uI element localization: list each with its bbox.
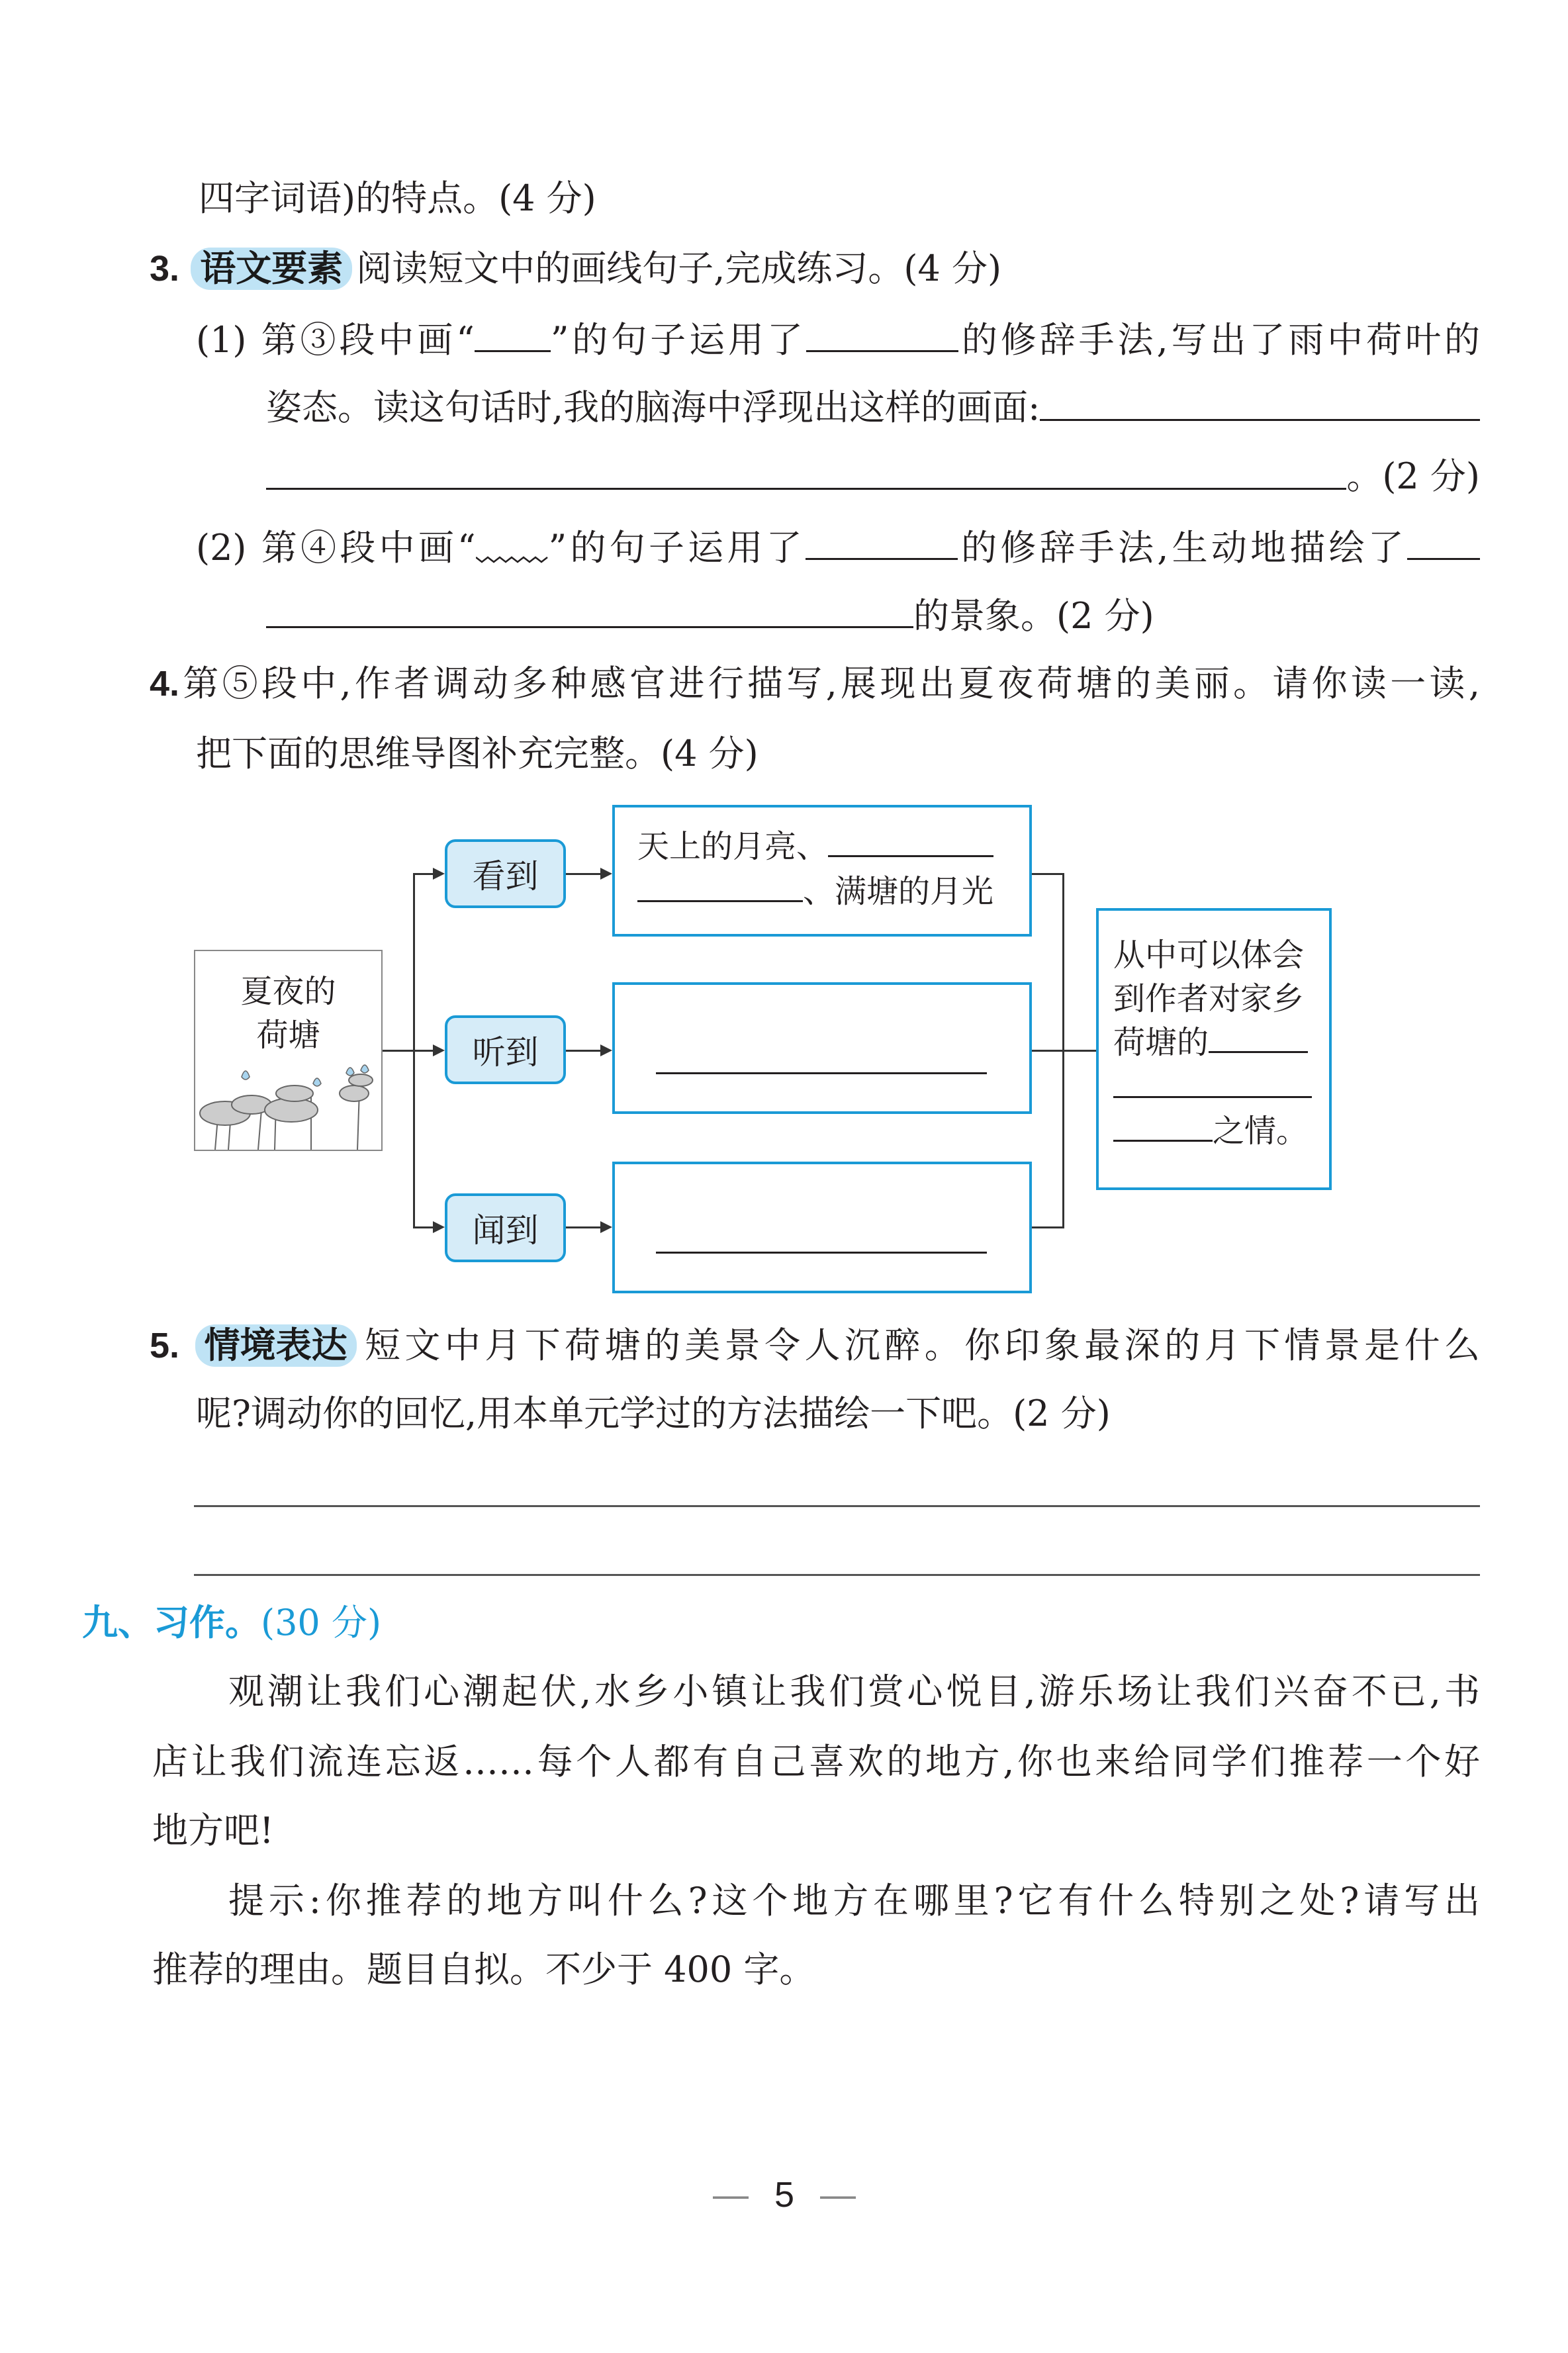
connector — [413, 1226, 433, 1228]
arrow-icon — [433, 1221, 445, 1233]
q3-sub2-line2 — [266, 592, 1154, 638]
sub2-label: (2) — [196, 527, 247, 569]
q3-badge: 语文要素 — [191, 248, 352, 290]
q3-number: 3. — [150, 249, 180, 289]
conclusion-box — [1096, 908, 1332, 1190]
sub2-score: 的景象。(2 分) — [913, 595, 1154, 637]
q3-prompt: 阅读短文中的画线句子,完成练习。(4 分) — [356, 248, 1002, 289]
answer-line-2[interactable] — [194, 1574, 1480, 1576]
q5-line2: 呢?调动你的回忆,用本单元学过的方法描绘一下吧。(2 分) — [196, 1393, 1111, 1434]
connector — [1032, 873, 1064, 875]
see-blank-2[interactable] — [637, 871, 803, 902]
feeling-blank-2[interactable] — [1113, 1067, 1312, 1098]
see-blank-1[interactable] — [828, 826, 993, 857]
q5-line1 — [150, 1322, 1480, 1369]
sub1-text-c: 的修辞手法,写出了雨中荷叶的 — [958, 319, 1481, 361]
connector — [566, 1050, 600, 1052]
para1-line3: 地方吧! — [152, 1810, 274, 1851]
sense-smell: 闻到 — [445, 1193, 566, 1262]
root-text-1: 夏夜的 — [240, 973, 336, 1010]
arrow-icon — [600, 1044, 612, 1056]
image-description-blank[interactable] — [1040, 385, 1480, 421]
arrow-icon — [600, 868, 612, 880]
see-text-1: 天上的月亮、 — [637, 828, 829, 865]
arrow-icon — [433, 868, 445, 880]
dash-icon: — — [820, 2175, 856, 2215]
arrow-icon — [433, 1044, 445, 1056]
q5-text: 短文中月下荷塘的美景令人沉醉。你印象最深的月下情景是什么 — [360, 1324, 1480, 1366]
smell-blank[interactable] — [656, 1217, 987, 1254]
see-line2 — [637, 870, 993, 913]
section9-heading — [82, 1600, 381, 1646]
lotus-illustration-icon — [195, 1064, 381, 1150]
connector — [566, 1226, 600, 1228]
smell-box — [612, 1162, 1032, 1293]
page-number-footer — [708, 2172, 860, 2218]
underline-type-blank[interactable] — [475, 316, 551, 352]
conclusion-text-3: 荷塘的 — [1113, 1024, 1209, 1061]
see-box — [612, 805, 1032, 937]
sense-see: 看到 — [445, 839, 566, 908]
see-text-2: 、满塘的月光 — [803, 873, 994, 910]
conclusion-text-1: 从中可以体会 — [1113, 937, 1305, 974]
q3-sub2-line1 — [196, 524, 1480, 570]
root-text-2: 荷塘 — [256, 1017, 320, 1054]
see-line1 — [637, 825, 993, 868]
rhetoric-blank[interactable] — [806, 316, 958, 352]
wavy-underline-icon — [476, 526, 549, 560]
connector — [383, 1050, 414, 1052]
q5-number: 5. — [150, 1326, 180, 1365]
section9-score: (30 分) — [261, 1602, 382, 1643]
q4-line2: 把下面的思维导图补充完整。(4 分) — [196, 733, 759, 774]
para2-line2: 推荐的理由。题目自拟。不少于 400 字。 — [152, 1949, 815, 1990]
q2-tail: 四字词语)的特点。(4 分) — [199, 177, 596, 219]
connector — [413, 1050, 433, 1052]
section9-title: 九、习作。 — [82, 1602, 261, 1643]
sub2-text-a: 第④段中画“ — [261, 527, 476, 569]
connector — [1062, 873, 1064, 1228]
q3-sub1-line3 — [266, 453, 1480, 500]
sense-hear: 听到 — [445, 1015, 566, 1084]
sub1-text-b: ”的句子运用了 — [550, 319, 806, 361]
arrow-icon — [600, 1221, 612, 1233]
answer-line-1[interactable] — [194, 1505, 1480, 1507]
sub2-text-b: ”的句子运用了 — [548, 527, 806, 569]
scene-blank-2[interactable] — [266, 592, 913, 628]
hear-blank[interactable] — [656, 1038, 987, 1074]
sub1-label: (1) — [196, 319, 247, 361]
q3-header — [150, 246, 1001, 292]
feeling-blank-3[interactable] — [1113, 1111, 1213, 1142]
para1-line1: 观潮让我们心潮起伏,水乡小镇让我们赏心悦目,游乐场让我们兴奋不已,书 — [228, 1671, 1480, 1712]
q3-sub1-line2 — [266, 385, 1480, 431]
scene-blank[interactable] — [1407, 524, 1480, 560]
image-description-blank-2[interactable] — [266, 453, 1346, 490]
conclusion-line5 — [1113, 1109, 1308, 1153]
sub1-score: 。(2 分) — [1346, 455, 1480, 497]
root-node — [194, 950, 383, 1151]
connector — [1032, 1226, 1064, 1228]
conclusion-line3 — [1113, 1021, 1308, 1064]
q4-number: 4. — [150, 664, 180, 704]
para2-line1: 提示:你推荐的地方叫什么?这个地方在哪里?它有什么特别之处?请写出 — [228, 1880, 1480, 1921]
connector — [413, 873, 433, 875]
hear-box — [612, 982, 1032, 1114]
sub2-text-c: 的修辞手法,生动地描绘了 — [957, 527, 1408, 569]
sub1-text-a: 第③段中画“ — [261, 319, 475, 361]
feeling-blank-1[interactable] — [1209, 1022, 1308, 1053]
dash-icon: — — [712, 2175, 749, 2215]
q5-badge: 情境表达 — [195, 1324, 357, 1367]
conclusion-text-5: 之情。 — [1213, 1113, 1309, 1150]
rhetoric-blank-2[interactable] — [806, 524, 958, 560]
sub1-line2-text: 姿态。读这句话时,我的脑海中浮现出这样的画面: — [266, 387, 1040, 428]
connector — [566, 873, 600, 875]
page-number: 5 — [774, 2175, 795, 2215]
q4-line1 — [150, 661, 1480, 707]
q3-sub1-line1 — [196, 316, 1480, 362]
q4-text: 第⑤段中,作者调动多种感官进行描写,展现出夏夜荷塘的美丽。请你读一读, — [179, 663, 1480, 704]
conclusion-text-2: 到作者对家乡 — [1113, 980, 1305, 1017]
para1-line2: 店让我们流连忘返……每个人都有自己喜欢的地方,你也来给同学们推荐一个好 — [152, 1741, 1480, 1782]
